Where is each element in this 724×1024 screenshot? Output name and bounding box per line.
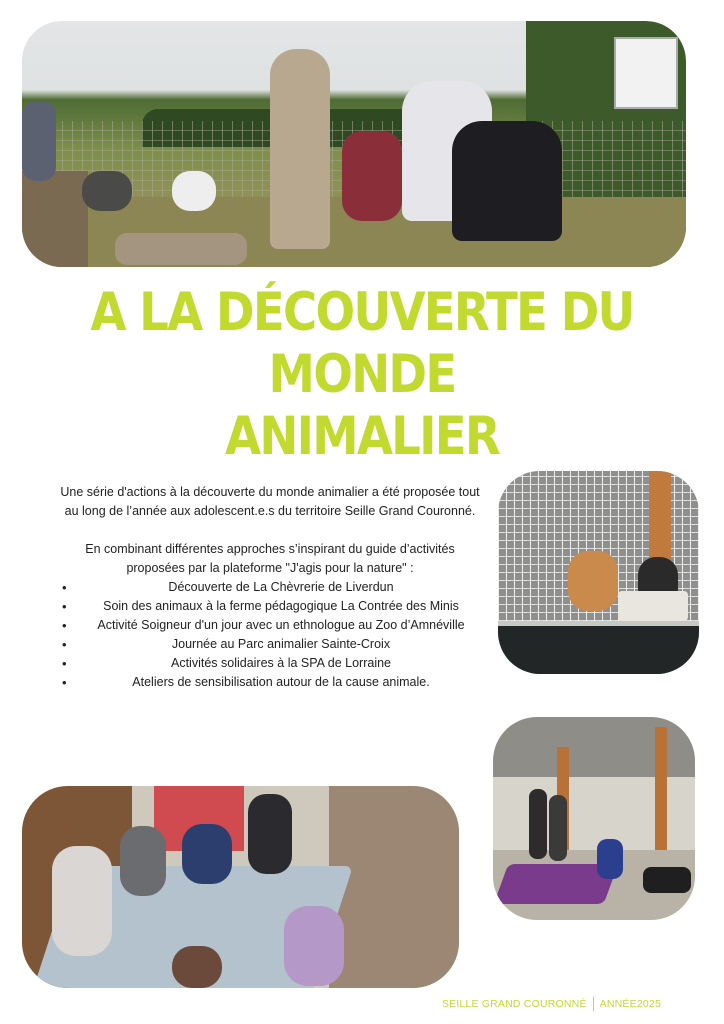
page-title (43, 282, 680, 468)
title-line-2: ANIMALIER (224, 406, 500, 467)
title-line-1: A LA DÉCOUVERTE DU MONDE (90, 282, 634, 405)
approach-paragraph: En combinant différentes approches s’inspirant du guide d’activités proposées par la plateforme "J'agis pour la nature" : (85, 542, 455, 575)
photo-workshop (22, 786, 459, 988)
photo-activity-room (493, 717, 695, 920)
footer-organization: SEILLE GRAND COURONNÉ (441, 997, 587, 1010)
activity-item: • Activité Soigneur d'un jour avec un ethnologue au Zoo d’Amnéville (60, 616, 480, 635)
intro-paragraph: Une série d'actions à la découverte du monde animalier a été proposée tout au long de l’année aux adolescent.e.s du territoire Seille Grand Couronné. (60, 485, 480, 518)
activity-item: • Activités solidaires à la SPA de Lorraine (60, 654, 480, 673)
activity-list (60, 578, 480, 692)
activity-item: • Soin des animaux à la ferme pédagogique La Contrée des Minis (60, 597, 480, 616)
footer (442, 997, 661, 1011)
footer-year: ANNÉE2025 (599, 997, 661, 1010)
footer-separator (593, 997, 594, 1011)
body-text (60, 483, 480, 692)
photo-goat-feeding (22, 21, 686, 267)
activity-item: • Journée au Parc animalier Sainte-Croix (60, 635, 480, 654)
activity-item: • Découverte de La Chèvrerie de Liverdun (60, 578, 480, 597)
activity-item: • Ateliers de sensibilisation autour de la cause animale. (60, 673, 480, 692)
photo-guinea-pig-cage (498, 471, 699, 674)
